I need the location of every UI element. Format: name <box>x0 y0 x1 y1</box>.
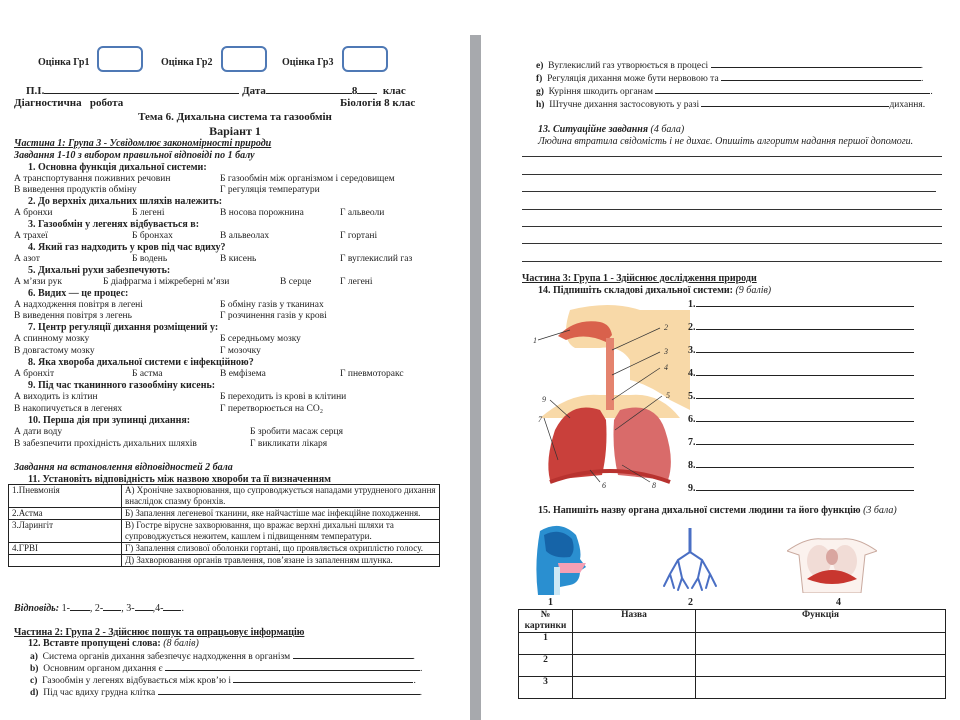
disease-cell: 3.Ларингіт <box>9 520 122 543</box>
item-letter: g) <box>536 87 544 97</box>
part1-subtitle: Завдання 1-10 з вибором правильної відповіді по 1 балу <box>14 150 255 161</box>
definition-cell: Г) Запалення слизової оболонки гортані, що проявляється охриплістю голосу. <box>122 543 440 555</box>
option[interactable]: В кисень <box>220 254 257 264</box>
label-blank[interactable] <box>696 436 914 445</box>
option[interactable]: Г регуляція температури <box>220 185 320 195</box>
answer-slot-1[interactable] <box>70 602 90 611</box>
table-row <box>9 508 440 520</box>
writing-line[interactable] <box>522 261 942 262</box>
answer-slot-label: 4- <box>155 603 164 614</box>
writing-line[interactable] <box>522 156 942 157</box>
fill-item-d: d) Під час вдиху грудна клітка . <box>30 688 422 698</box>
diagram-label: 2 <box>664 323 668 332</box>
label-blank[interactable] <box>696 367 914 376</box>
option[interactable]: Б бронхах <box>132 231 173 241</box>
option[interactable]: Г мозочку <box>220 346 261 356</box>
option[interactable]: Г пневмоторакс <box>340 369 404 379</box>
option[interactable]: Г вуглекислий газ <box>340 254 413 264</box>
option[interactable]: Б газообмін між організмом і середовищем <box>220 174 395 184</box>
part1-title: Частина 1: Група 3 - Усвідомлює закономірності природи <box>14 138 272 149</box>
fill-item-f <box>536 72 923 84</box>
answer-slot-label: 2- <box>94 603 104 614</box>
writing-line[interactable] <box>522 174 942 175</box>
option[interactable]: Г перетворюється на CO₂ <box>220 404 324 414</box>
option[interactable]: В довгастому мозку <box>14 346 95 356</box>
option[interactable]: Б переходить із крові в клітини <box>220 392 347 402</box>
answer-line: Відповідь: 1- , 2- , 3- ,4- . <box>14 603 184 614</box>
option[interactable]: А транспортування поживних речовин <box>14 174 171 184</box>
question-15-text: 15. Напишіть назву органа дихальної системи людини та його функцію <box>538 505 861 516</box>
table-row <box>9 543 440 555</box>
picture-thorax-diaphragm <box>787 527 877 593</box>
answer-slot-label: 3- <box>126 603 135 614</box>
option[interactable]: Б астма <box>132 369 163 379</box>
table-row <box>519 677 946 699</box>
item-text: Під час вдиху грудна клітка <box>43 688 156 698</box>
item-text: Регуляція дихання може бути нервовою та <box>547 74 719 84</box>
fill-item-h <box>536 98 925 110</box>
question-12 <box>28 638 199 650</box>
item-letter: h) <box>536 100 545 110</box>
label-blank[interactable] <box>696 321 914 330</box>
option[interactable]: А надходження повітря в легені <box>14 300 143 310</box>
table-header-row <box>519 610 946 633</box>
question-11: 11. Установіть відповідність між назвою хвороби та її визначенням <box>28 474 331 485</box>
disease-cell: 4.ГРВІ <box>9 543 122 555</box>
fill-item-b: b) Основним органом дихання є . <box>30 664 423 674</box>
question-6: 6. Видих — це процес: <box>28 288 129 299</box>
score-box-group1[interactable] <box>97 46 143 72</box>
answer-number: 6. <box>688 414 696 425</box>
option[interactable]: В альвеолах <box>220 231 270 241</box>
writing-line[interactable] <box>522 243 942 244</box>
question-7: 7. Центр регуляції дихання розміщений у: <box>28 322 219 333</box>
answer-number: 3. <box>688 345 696 356</box>
question-10-options-row2 <box>14 439 450 451</box>
fill-blank-h[interactable] <box>701 98 889 107</box>
page-divider <box>470 35 481 720</box>
option[interactable]: Г альвеоли <box>340 208 385 218</box>
organ-function-cell[interactable] <box>696 655 946 677</box>
table-row <box>519 633 946 655</box>
writing-line[interactable] <box>522 226 942 227</box>
right-lung-shape <box>548 408 606 481</box>
question-13-text: Людина втратила свідомість і не дихає. Опишіть алгоритм надання першої допомоги. <box>538 136 914 147</box>
option[interactable]: В емфізема <box>220 369 266 379</box>
fill-item-c: c) Газообмін у легенях відбувається між кров’ю і . <box>30 676 416 686</box>
fill-blank-d[interactable] <box>158 686 420 695</box>
option[interactable]: Г розчинення газів у крові <box>220 311 327 321</box>
option[interactable]: Б обміну газів у тканинах <box>220 300 324 310</box>
score-label-group1: Оцінка Гр1 <box>38 57 90 68</box>
table-row <box>9 485 440 508</box>
item-text: Основним органом дихання є <box>43 664 163 674</box>
option[interactable]: Б середньому мозку <box>220 334 301 344</box>
label-blank[interactable] <box>696 344 914 353</box>
item-suffix: . <box>920 61 923 71</box>
label-answer-9 <box>688 482 914 494</box>
disease-cell <box>9 555 122 567</box>
item-letter: e) <box>536 61 544 71</box>
left-lung-shape <box>614 408 671 481</box>
question-15-points: (3 бала) <box>863 505 897 516</box>
answer-number: 2. <box>688 322 696 333</box>
question-14-points: (9 балів) <box>735 285 772 296</box>
option[interactable]: В носова порожнина <box>220 208 304 218</box>
definition-cell: Д) Захворювання органів травлення, пов’язане із запаленням шлунка. <box>122 555 440 567</box>
item-suffix: . <box>930 87 933 97</box>
picture-caption: 2 <box>688 597 693 608</box>
question-13-points: (4 бала) <box>650 124 685 135</box>
name-field[interactable] <box>44 85 239 94</box>
option[interactable]: Б легені <box>132 208 165 218</box>
item-letter: f) <box>536 74 543 84</box>
part3-title: Частина 3: Група 1 - Здійснює дослідження природи <box>522 273 757 284</box>
name-label: П.І. <box>26 85 45 97</box>
option[interactable]: Г викликати лікаря <box>250 439 328 449</box>
question-13 <box>538 124 684 136</box>
diagram-label: 8 <box>652 481 656 490</box>
item-text: Штучне дихання застосовують у разі <box>549 100 700 110</box>
option[interactable]: В серце <box>280 277 312 287</box>
question-4: 4. Який газ надходить у кров під час вдиху? <box>28 242 226 253</box>
option[interactable]: А азот <box>14 254 40 264</box>
label-blank[interactable] <box>696 390 914 399</box>
item-letter: d) <box>30 688 39 698</box>
date-label: Дата <box>242 85 266 97</box>
diagram-label: 4 <box>664 363 668 372</box>
item-suffix: дихання. <box>889 100 926 110</box>
definition-cell: В) Гостре вірусне захворювання, що вражає верхні дихальні шляхи та супроводжується нежитем, кашлем і підвищенням температури. <box>122 520 440 543</box>
fill-blank-c[interactable] <box>233 674 413 683</box>
option[interactable]: Б водень <box>132 254 168 264</box>
part2-title: Частина 2: Група 2 - Здійснює пошук та опрацьовує інформацію <box>14 627 305 638</box>
answer-number: 8. <box>688 460 696 471</box>
picture-caption: 1 <box>548 597 553 608</box>
answer-number: 1. <box>688 299 696 310</box>
label-answer-3 <box>688 344 914 356</box>
question-2: 2. До верхніх дихальних шляхів належить: <box>28 196 223 207</box>
date-field[interactable] <box>266 85 352 94</box>
answer-slot-label: 1- <box>61 603 70 614</box>
answer-slot-4[interactable] <box>163 602 181 611</box>
picture-bronchial-tree <box>660 528 720 592</box>
disease-cell: 2.Астма <box>9 508 122 520</box>
option[interactable]: А трахеї <box>14 231 48 241</box>
item-text: Вуглекислий газ утворюється в процесі <box>548 61 709 71</box>
answer-slot-3[interactable] <box>135 602 153 611</box>
work-type: Діагностична робота <box>14 97 124 109</box>
answer-number: 4. <box>688 368 696 379</box>
label-answer-4 <box>688 367 914 379</box>
class-number: 8 <box>351 85 358 97</box>
definition-cell: А) Хронічне захворювання, що супроводжується нападами утрудненого дихання внаслідок спазму бронхів. <box>122 485 440 508</box>
question-5: 5. Дихальні рухи забезпечують: <box>28 265 171 276</box>
diagram-label: 1 <box>533 336 537 345</box>
question-7-options-row1 <box>14 334 450 346</box>
organ-name-cell[interactable] <box>573 633 696 655</box>
option[interactable]: А бронхи <box>14 208 53 218</box>
option[interactable]: А дати воду <box>14 427 63 437</box>
fill-item-a: a) Система органів дихання забезпечує надходження в організм . <box>30 652 415 662</box>
answer-number: 9. <box>688 483 696 494</box>
score-label-group3: Оцінка Гр3 <box>282 57 334 68</box>
picture-number-cell: 3 <box>519 677 573 699</box>
respiratory-system-diagram <box>530 300 690 490</box>
question-12-text: 12. Вставте пропущені слова: <box>28 638 161 649</box>
table-row <box>9 555 440 567</box>
option[interactable]: В виведення продуктів обміну <box>14 185 137 195</box>
item-text: Газообмін у легенях відбувається між кров’ю і <box>42 676 232 686</box>
question-1: 1. Основна функція дихальної системи: <box>28 162 207 173</box>
option[interactable]: А виходить із клітин <box>14 392 98 402</box>
topic-title: Тема 6. Дихальна система та газообмін <box>138 111 332 123</box>
question-13-title: 13. Ситуаційне завдання <box>538 124 648 135</box>
option[interactable]: Б зробити масаж серця <box>250 427 344 437</box>
answer-slot-2[interactable] <box>103 602 121 611</box>
diagram-label: 9 <box>542 395 546 404</box>
score-box-group3[interactable] <box>342 46 388 72</box>
item-letter: c) <box>30 676 38 686</box>
label-answer-6 <box>688 413 914 425</box>
option[interactable]: В забезпечити прохідність дихальних шляхів <box>14 439 197 449</box>
item-letter: b) <box>30 664 39 674</box>
fill-blank-e[interactable] <box>711 59 921 68</box>
fill-item-e <box>536 59 923 71</box>
fill-item-g <box>536 85 933 97</box>
label-answer-2 <box>688 321 914 333</box>
answer-label: Відповідь: <box>14 603 60 614</box>
option[interactable]: Г гортані <box>340 231 378 241</box>
fill-blank-f[interactable] <box>721 72 921 81</box>
question-9: 9. Під час тканинного газообміну кисень: <box>28 380 216 391</box>
organ-function-table <box>518 609 946 699</box>
column-header: Функція <box>696 610 946 633</box>
option[interactable]: В виведення повітря з легень <box>14 311 132 321</box>
option[interactable]: А м’язи рук <box>14 277 62 287</box>
table-row <box>519 655 946 677</box>
table-row <box>9 520 440 543</box>
diagram-label: 6 <box>602 481 606 490</box>
disease-cell: 1.Пневмонія <box>9 485 122 508</box>
column-header: № картинки <box>519 610 573 633</box>
label-answer-8 <box>688 459 914 471</box>
item-text: Куріння шкодить органам <box>548 87 653 97</box>
label-blank[interactable] <box>696 459 914 468</box>
label-blank[interactable] <box>696 298 914 307</box>
question-3: 3. Газообмін у легенях відбувається в: <box>28 219 200 230</box>
item-letter: a) <box>30 652 38 662</box>
label-answer-5 <box>688 390 914 402</box>
question-15 <box>538 505 897 517</box>
label-blank[interactable] <box>696 413 914 422</box>
question-8: 8. Яка хвороба дихальної системи є інфекційною? <box>28 357 254 368</box>
column-header: Назва <box>573 610 696 633</box>
answer-number: 5. <box>688 391 696 402</box>
item-suffix: . <box>921 74 924 84</box>
fill-blank-a[interactable] <box>293 650 413 659</box>
matching-title: Завдання на встановлення відповідностей 2 бала <box>14 462 233 473</box>
label-blank[interactable] <box>696 482 914 491</box>
matching-table <box>8 484 440 567</box>
diagram-label: 5 <box>666 391 670 400</box>
organ-name-cell[interactable] <box>573 655 696 677</box>
question-9-options-row1 <box>14 392 450 404</box>
picture-head-nasal-cavity <box>530 523 590 595</box>
label-answer-1 <box>688 298 914 310</box>
writing-line[interactable] <box>522 191 936 192</box>
head-neck-shape <box>566 305 690 410</box>
picture-number-cell: 1 <box>519 633 573 655</box>
class-label: клас <box>382 85 406 97</box>
picture-number-cell: 2 <box>519 655 573 677</box>
writing-line[interactable] <box>522 209 942 210</box>
fill-blank-b[interactable] <box>165 662 420 671</box>
organ-function-cell[interactable] <box>696 677 946 699</box>
picture-caption: 4 <box>836 597 841 608</box>
question-14-text: 14. Підпишіть складові дихальної системи: <box>538 285 733 296</box>
option[interactable]: А бронхіт <box>14 369 55 379</box>
subject-label: Біологія 8 клас <box>340 97 416 109</box>
diagram-label: 7 <box>538 415 542 424</box>
organ-function-cell[interactable] <box>696 633 946 655</box>
diagram-label: 3 <box>664 347 668 356</box>
fill-blank-g[interactable] <box>655 85 930 94</box>
option[interactable]: Г легені <box>340 277 373 287</box>
label-answer-7 <box>688 436 914 448</box>
score-box-group2[interactable] <box>221 46 267 72</box>
score-label-group2: Оцінка Гр2 <box>161 57 213 68</box>
worksheet-page-left <box>0 0 470 720</box>
question-14 <box>538 285 771 297</box>
answer-number: 7. <box>688 437 696 448</box>
option[interactable]: Б діафрагма і міжреберні м’язи <box>103 277 230 287</box>
item-text: Система органів дихання забезпечує надходження в організм <box>42 652 291 662</box>
organ-name-cell[interactable] <box>573 677 696 699</box>
class-letter-field[interactable] <box>357 85 377 94</box>
question-10: 10. Перша дія при зупинці дихання: <box>28 415 191 426</box>
question-10-options-row1 <box>14 427 450 439</box>
definition-cell: Б) Запалення легеневої тканини, яке найчастіше має інфекційне походження. <box>122 508 440 520</box>
variant-title: Варіант 1 <box>209 124 261 138</box>
option[interactable]: В накопичується в легенях <box>14 404 123 414</box>
option[interactable]: А спинному мозку <box>14 334 90 344</box>
question-12-points: (8 балів) <box>163 638 199 649</box>
